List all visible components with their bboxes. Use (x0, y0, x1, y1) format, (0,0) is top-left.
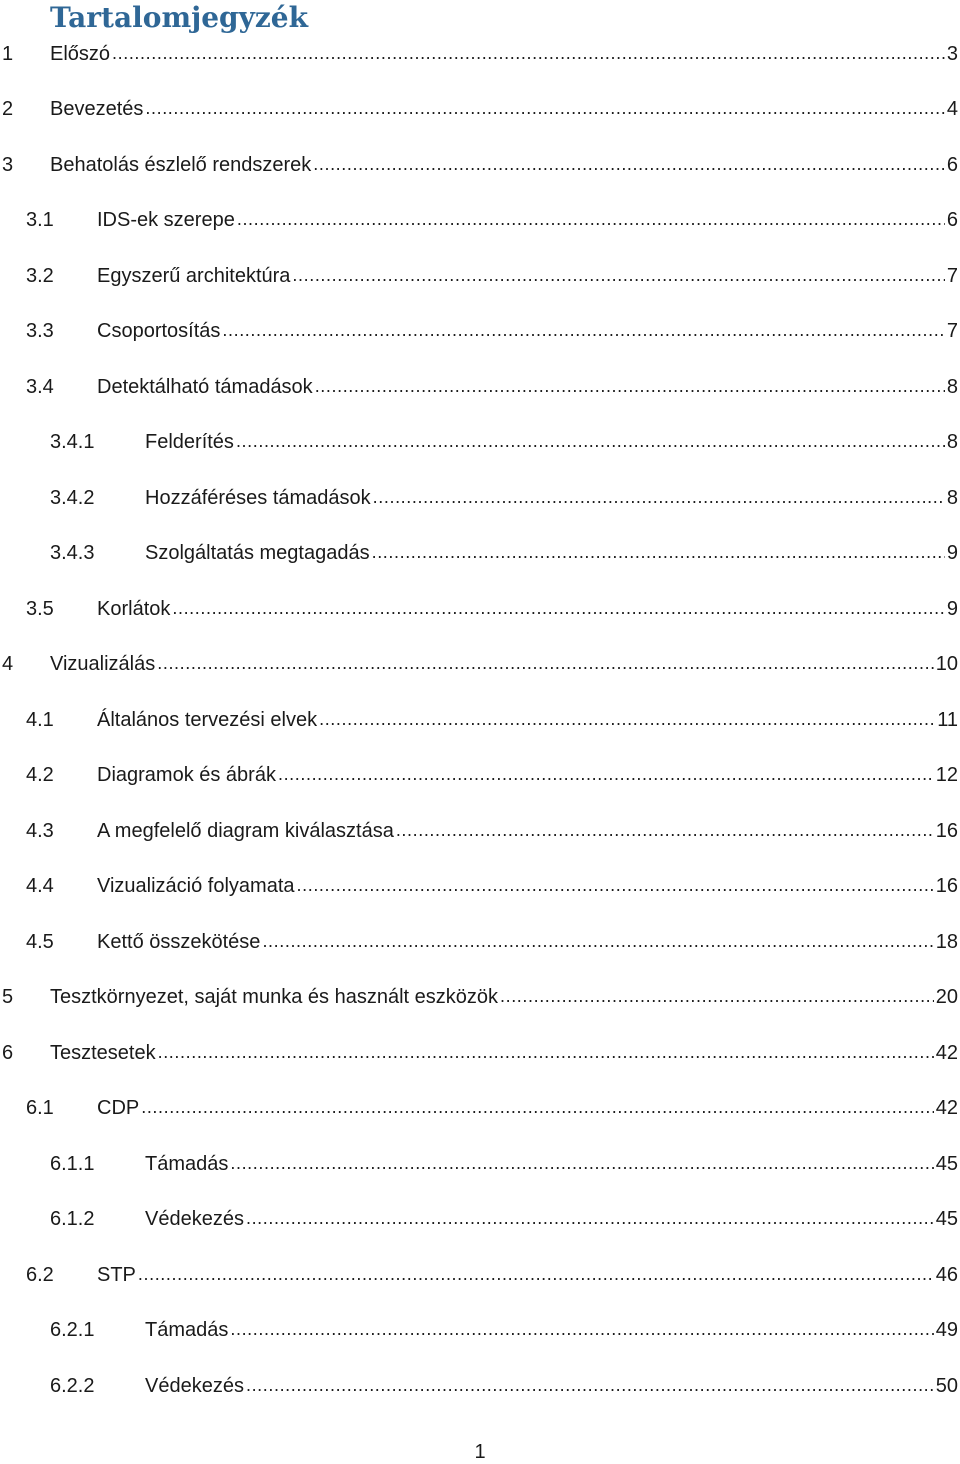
toc-entry-number: 3.4.2 (50, 486, 95, 509)
toc-entry[interactable] (0, 803, 960, 859)
toc-dot-leader (138, 1263, 934, 1287)
toc-entry-title[interactable]: Csoportosítás (97, 320, 221, 343)
toc-entry-title[interactable]: Behatolás észlelő rendszerek (50, 153, 312, 176)
toc-dot-leader (230, 1152, 933, 1176)
toc-entry-title[interactable]: Detektálható támadások (97, 375, 313, 398)
toc-dot-leader (236, 430, 945, 454)
toc-entry-number: 6.2.1 (50, 1319, 95, 1342)
toc-entry-title[interactable]: Korlátok (97, 597, 171, 620)
toc-entry-page[interactable]: 8 (946, 431, 958, 454)
toc-entry-number: 4.2 (26, 764, 54, 787)
toc-entry[interactable] (0, 470, 960, 526)
toc-dot-leader (396, 819, 934, 843)
toc-entry-page[interactable]: 11 (937, 708, 958, 731)
toc-entry-title[interactable]: Bevezetés (50, 98, 144, 121)
toc-entry-page[interactable]: 4 (946, 98, 958, 121)
toc-entry-title[interactable]: Támadás (145, 1152, 229, 1175)
toc-entry-page[interactable]: 10 (935, 653, 958, 676)
toc-entry[interactable] (0, 914, 960, 970)
toc-dot-leader (315, 375, 945, 399)
toc-entry-number: 6.1 (26, 1097, 54, 1120)
toc-entry[interactable] (0, 1358, 960, 1414)
toc-entry-number: 4.3 (26, 819, 54, 842)
toc-entry-page[interactable]: 16 (935, 819, 958, 842)
toc-entry[interactable] (0, 1136, 960, 1192)
toc-entry-number: 3.3 (26, 320, 54, 343)
toc-entry-number: 4.4 (26, 875, 54, 898)
toc-entry[interactable] (0, 970, 960, 1026)
toc-entry[interactable] (0, 1081, 960, 1137)
toc-entry-number: 5 (2, 986, 14, 1009)
toc-entry[interactable] (0, 82, 960, 138)
toc-entry[interactable] (0, 1303, 960, 1359)
toc-entry[interactable] (0, 359, 960, 415)
toc-entry-page[interactable]: 50 (935, 1374, 958, 1397)
toc-dot-leader (222, 319, 944, 343)
toc-entry-title[interactable]: Tesztesetek (50, 1041, 156, 1064)
toc-entry[interactable] (0, 692, 960, 748)
toc-entry-page[interactable]: 7 (946, 320, 958, 343)
toc-entry-title[interactable]: CDP (97, 1097, 140, 1120)
toc-entry-page[interactable]: 49 (935, 1319, 958, 1342)
toc-entry-page[interactable]: 42 (935, 1041, 958, 1064)
toc-entry-number: 6.1.2 (50, 1208, 95, 1231)
toc-dot-leader (246, 1374, 934, 1398)
toc-entry[interactable] (0, 248, 960, 304)
toc-entry-title[interactable]: Előszó (50, 42, 111, 65)
toc-dot-leader (500, 985, 934, 1009)
toc-entry[interactable] (0, 137, 960, 193)
toc-entry-title[interactable]: Védekezés (145, 1374, 244, 1397)
toc-entry-number: 3.1 (26, 209, 54, 232)
toc-entry-number: 3 (2, 153, 14, 176)
toc-entry-number: 4 (2, 653, 14, 676)
toc-entry-number: 3.2 (26, 264, 54, 287)
toc-dot-leader (157, 652, 934, 676)
toc-dot-leader (112, 42, 945, 66)
toc-entry-page[interactable]: 16 (935, 875, 958, 898)
toc-dot-leader (230, 1318, 933, 1342)
toc-entry-page[interactable]: 9 (946, 597, 958, 620)
toc-entry-title[interactable]: Tesztkörnyezet, saját munka és használt eszközök (50, 986, 498, 1009)
toc-entry-title[interactable]: Vizualizáció folyamata (97, 875, 295, 898)
toc-entry[interactable] (0, 748, 960, 804)
toc-dot-leader (372, 541, 945, 565)
toc-entry-number: 6.2.2 (50, 1374, 95, 1397)
toc-entry-title[interactable]: Felderítés (145, 431, 234, 454)
toc-entry[interactable] (0, 193, 960, 249)
toc-dot-leader (373, 486, 945, 510)
toc-entry[interactable] (0, 1247, 960, 1303)
toc-dot-leader (141, 1096, 934, 1120)
toc-entry-title[interactable]: Egyszerű architektúra (97, 264, 291, 287)
toc-entry[interactable] (0, 1192, 960, 1248)
toc-entry-page[interactable]: 8 (946, 486, 958, 509)
toc-entry-page[interactable]: 20 (935, 986, 958, 1009)
toc-entry-page[interactable]: 8 (946, 375, 958, 398)
toc-entry-page[interactable]: 12 (935, 764, 958, 787)
toc-entry-number: 6.2 (26, 1263, 54, 1286)
toc-dot-leader (319, 708, 935, 732)
toc-entry-title[interactable]: STP (97, 1263, 136, 1286)
page-title: Tartalomjegyzék (50, 1, 308, 34)
toc-entry[interactable] (0, 1025, 960, 1081)
toc-entry-title[interactable]: Szolgáltatás megtagadás (145, 542, 370, 565)
toc-entry-page[interactable]: 3 (946, 42, 958, 65)
toc-dot-leader (246, 1207, 934, 1231)
toc-entry-title[interactable]: Vizualizálás (50, 653, 156, 676)
toc-entry-title[interactable]: Általános tervezési elvek (97, 708, 318, 731)
toc-entry-title[interactable]: Kettő összekötése (97, 930, 261, 953)
toc-entry-page[interactable]: 45 (935, 1152, 958, 1175)
toc-dot-leader (145, 97, 944, 121)
toc-entry-number: 4.1 (26, 708, 54, 731)
table-of-contents (0, 26, 960, 1414)
toc-entry-number: 3.4 (26, 375, 54, 398)
page-number: 1 (474, 1441, 486, 1463)
toc-entry-title[interactable]: A megfelelő diagram kiválasztása (97, 819, 394, 842)
toc-dot-leader (237, 208, 945, 232)
toc-entry-page[interactable]: 46 (935, 1263, 958, 1286)
toc-entry-page[interactable]: 42 (935, 1097, 958, 1120)
toc-entry-title[interactable]: Hozzáféréses támadások (145, 486, 371, 509)
toc-entry-number: 1 (2, 42, 14, 65)
toc-entry[interactable] (0, 859, 960, 915)
toc-entry-page[interactable]: 7 (946, 264, 958, 287)
toc-entry[interactable] (0, 526, 960, 582)
toc-entry-title[interactable]: Támadás (145, 1319, 229, 1342)
toc-entry[interactable] (0, 304, 960, 360)
toc-entry-number: 3.4.1 (50, 431, 95, 454)
toc-dot-leader (158, 1041, 934, 1065)
toc-entry-page[interactable]: 6 (946, 209, 958, 232)
toc-entry-number: 2 (2, 98, 14, 121)
toc-entry[interactable] (0, 415, 960, 471)
toc-entry-page[interactable]: 6 (946, 153, 958, 176)
toc-dot-leader (172, 597, 945, 621)
toc-entry[interactable] (0, 581, 960, 637)
toc-entry-page[interactable]: 18 (935, 930, 958, 953)
toc-dot-leader (292, 264, 944, 288)
toc-entry-number: 3.5 (26, 597, 54, 620)
toc-dot-leader (313, 153, 945, 177)
toc-entry-title[interactable]: Diagramok és ábrák (97, 764, 276, 787)
toc-dot-leader (278, 763, 934, 787)
toc-dot-leader (262, 930, 933, 954)
toc-entry-number: 6 (2, 1041, 14, 1064)
toc-entry-title[interactable]: Védekezés (145, 1208, 244, 1231)
toc-entry[interactable] (0, 26, 960, 82)
toc-entry-number: 3.4.3 (50, 542, 95, 565)
toc-entry[interactable] (0, 637, 960, 693)
toc-entry-page[interactable]: 9 (946, 542, 958, 565)
toc-dot-leader (297, 874, 934, 898)
toc-entry-page[interactable]: 45 (935, 1208, 958, 1231)
toc-entry-title[interactable]: IDS-ek szerepe (97, 209, 235, 232)
toc-entry-number: 6.1.1 (50, 1152, 95, 1175)
toc-entry-number: 4.5 (26, 930, 54, 953)
